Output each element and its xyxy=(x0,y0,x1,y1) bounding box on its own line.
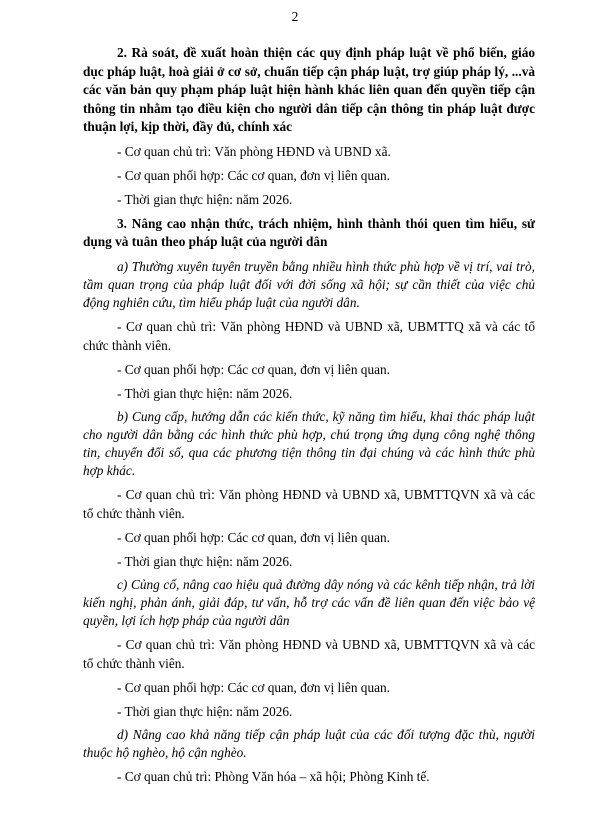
section-2-heading: 2. Rà soát, đề xuất hoàn thiện các quy định pháp luật về phổ biến, giáo dục pháp luật, hoà giải ở cơ sở, chuẩn tiếp cận pháp luật, trợ giúp pháp lý, ...và các văn bản quy phạm pháp luật hiện hành khác liên quan đến quyền tiếp cận thông tin nhằm tạo điều kiện cho người dân tiếp cận thông tin pháp luật được thuận lợi, kịp thời, đầy đủ, chính xác xyxy=(83,45,535,134)
item-c-lead-agency: - Cơ quan chủ trì: Văn phòng HĐND và UBND xã, UBMTTQVN xã và các tổ chức thành viên. xyxy=(83,636,535,671)
item-a-coordinating-agency: - Cơ quan phối hợp: Các cơ quan, đơn vị liên quan. xyxy=(117,361,390,377)
item-b-timeline: - Thời gian thực hiện: năm 2026. xyxy=(117,553,293,569)
section-2-timeline: - Thời gian thực hiện: năm 2026. xyxy=(117,191,293,207)
item-a-lead-agency: - Cơ quan chủ trì: Văn phòng HĐND và UBND xã, UBMTTQ xã và các tổ chức thành viên. xyxy=(83,318,535,353)
section-2-coordinating-agency: - Cơ quan phối hợp: Các cơ quan, đơn vị liên quan. xyxy=(117,167,390,183)
section-3-heading: 3. Nâng cao nhận thức, trách nhiệm, hình thành thói quen tìm hiểu, sử dụng và tuân theo pháp luật của người dân xyxy=(83,215,535,249)
page-number: 2 xyxy=(291,9,299,24)
item-c-timeline: - Thời gian thực hiện: năm 2026. xyxy=(117,703,293,719)
item-c-coordinating-agency: - Cơ quan phối hợp: Các cơ quan, đơn vị liên quan. xyxy=(117,679,390,695)
item-d-text: d) Nâng cao khả năng tiếp cận pháp luật của các đối tượng đặc thù, người thuộc hộ nghèo, hộ cận nghèo. xyxy=(83,726,535,760)
item-a-timeline: - Thời gian thực hiện: năm 2026. xyxy=(117,385,293,401)
item-c-text: c) Củng cố, nâng cao hiệu quả đường dây nóng và các kênh tiếp nhận, trả lời kiến nghị, phản ánh, giải đáp, tư vấn, hỗ trợ các vấn đề liên quan đến việc bảo vệ quyền, lợi ích hợp pháp của người dân xyxy=(83,576,535,628)
item-b-lead-agency: - Cơ quan chủ trì: Văn phòng HĐND và UBND xã, UBMTTQVN xã và các tổ chức thành viên. xyxy=(83,486,535,521)
item-d-lead-agency: - Cơ quan chủ trì: Phòng Văn hóa – xã hội; Phòng Kinh tế. xyxy=(117,768,430,784)
item-a-text: a) Thường xuyên tuyên truyền bằng nhiều hình thức phù hợp về vị trí, vai trò, tầm quan trọng của pháp luật đối với đời sống xã hội; sự cần thiết của việc chủ động nghiên cứu, tìm hiểu pháp luật của người dân. xyxy=(83,258,535,310)
document-body xyxy=(83,44,535,786)
item-b-coordinating-agency: - Cơ quan phối hợp: Các cơ quan, đơn vị liên quan. xyxy=(117,529,390,545)
section-2-lead-agency: - Cơ quan chủ trì: Văn phòng HĐND và UBND xã. xyxy=(117,143,391,159)
item-b-text: b) Cung cấp, hướng dẫn các kiến thức, kỹ năng tìm hiểu, khai thác pháp luật cho người dân bằng các hình thức phù hợp, chú trọng ứng dụng công nghệ thông tin, chuyển đổi số, qua các phương tiện thông tin đại chúng và các hình thức phù hợp khác. xyxy=(83,408,535,478)
